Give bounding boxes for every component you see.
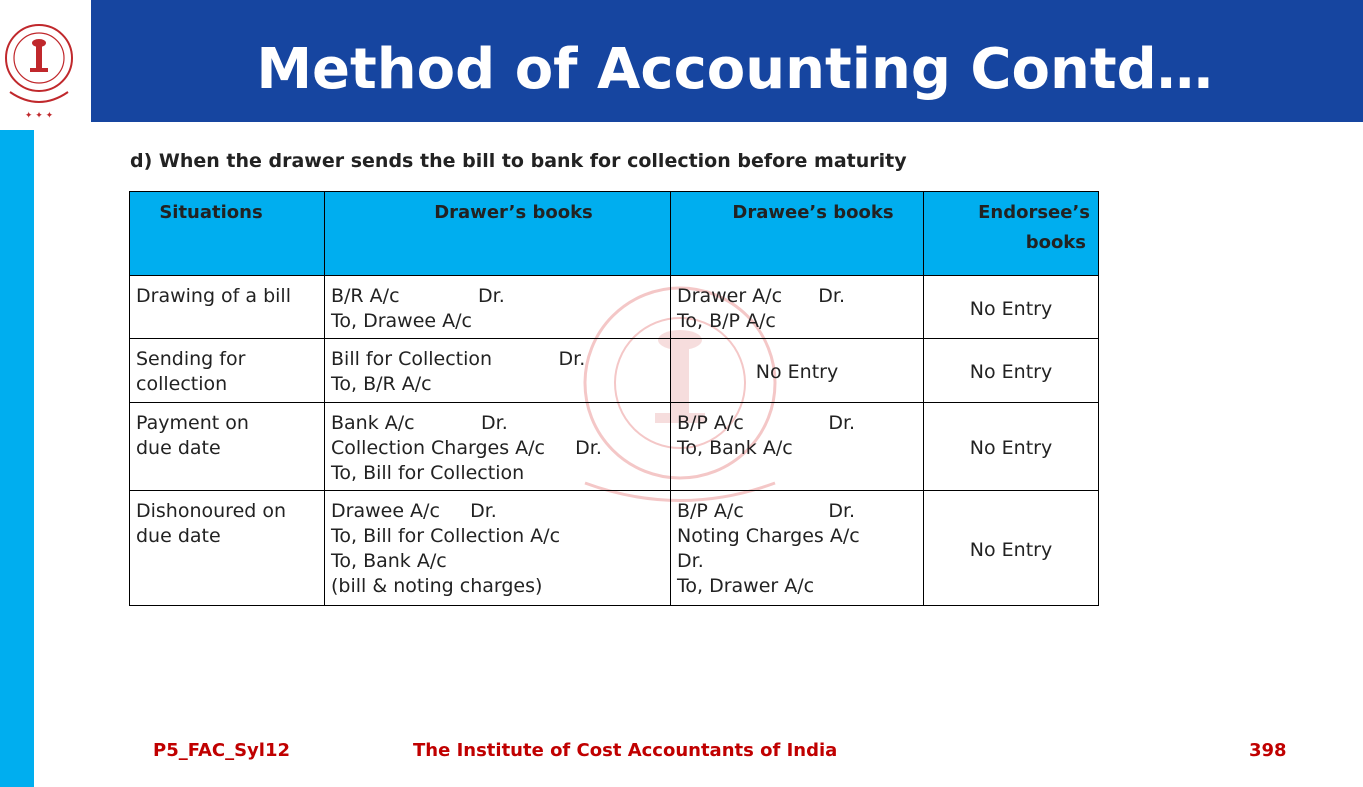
- entry-line: Bank A/c Dr.: [331, 412, 508, 434]
- endorsee-entry-cell: No Entry: [924, 276, 1099, 339]
- institute-logo-icon: [0, 0, 78, 122]
- entry-line: Noting Charges A/c: [677, 525, 860, 547]
- drawer-entry-cell: [325, 339, 671, 403]
- header-drawees-books: Drawee’s books: [671, 192, 924, 276]
- drawer-entry-cell: [325, 491, 671, 606]
- entry-line: Bill for Collection Dr.: [331, 348, 586, 370]
- endorsee-entry-cell: No Entry: [924, 339, 1099, 403]
- header-endorsee-line-2: books: [1025, 232, 1086, 253]
- situation-line: Payment on: [136, 412, 249, 434]
- entry-line: No Entry: [755, 361, 839, 383]
- situation-cell: [130, 491, 325, 606]
- entry-line: To, Bill for Collection A/c: [331, 525, 561, 547]
- situation-line: collection: [136, 373, 228, 395]
- situation-line: due date: [136, 437, 221, 459]
- table-row: [130, 403, 1099, 491]
- situation-line: Sending for: [136, 348, 246, 370]
- table-row: [130, 491, 1099, 606]
- section-subheading: d) When the drawer sends the bill to bank for collection before maturity: [130, 150, 907, 172]
- table-header-row: [130, 192, 1099, 276]
- entry-line: B/R A/c Dr.: [331, 285, 505, 307]
- entry-line: (bill & noting charges): [331, 575, 543, 597]
- endorsee-entry-cell: No Entry: [924, 403, 1099, 491]
- entry-line: To, B/R A/c: [331, 373, 432, 395]
- drawer-entry-cell: [325, 403, 671, 491]
- drawee-entry-cell: [671, 491, 924, 606]
- header-drawers-books: Drawer’s books: [325, 192, 671, 276]
- situation-line: due date: [136, 525, 221, 547]
- table-row: [130, 276, 1099, 339]
- entry-line: Drawee A/c Dr.: [331, 500, 497, 522]
- left-accent-stripe: [0, 130, 34, 787]
- header-endorsees-books: [924, 192, 1099, 276]
- drawer-entry-cell: [325, 276, 671, 339]
- entry-line: Collection Charges A/c Dr.: [331, 437, 602, 459]
- entry-line: B/P A/c Dr.: [677, 500, 856, 522]
- entry-line: To, Drawee A/c: [331, 310, 472, 332]
- entry-line: To, Bill for Collection: [331, 462, 525, 484]
- drawee-entry-cell: [671, 339, 924, 403]
- endorsee-entry-cell: No Entry: [924, 491, 1099, 606]
- accounting-entries-table: [129, 191, 1099, 606]
- entry-line: To, B/P A/c: [677, 310, 776, 332]
- footer-institute-name: The Institute of Cost Accountants of India: [413, 740, 838, 761]
- drawee-entry-cell: [671, 403, 924, 491]
- footer-course-code: P5_FAC_Syl12: [153, 740, 291, 761]
- entry-line: To, Drawer A/c: [677, 575, 815, 597]
- situation-cell: [130, 339, 325, 403]
- situation-cell: [130, 276, 325, 339]
- header-situations: Situations: [130, 192, 325, 276]
- entry-line: To, Bank A/c: [677, 437, 793, 459]
- header-endorsee-line-1: Endorsee’s: [978, 202, 1090, 223]
- entry-line: To, Bank A/c: [331, 550, 447, 572]
- table-row: [130, 339, 1099, 403]
- svg-text:✦ ✦ ✦: ✦ ✦ ✦: [24, 111, 54, 121]
- situation-cell: [130, 403, 325, 491]
- entry-line: Dr.: [677, 550, 704, 572]
- drawee-entry-cell: [671, 276, 924, 339]
- entry-line: B/P A/c Dr.: [677, 412, 856, 434]
- slide-title: Method of Accounting Contd…: [256, 37, 1213, 102]
- situation-line: Drawing of a bill: [136, 285, 291, 307]
- entry-line: Drawer A/c Dr.: [677, 285, 845, 307]
- situation-line: Dishonoured on: [136, 500, 287, 522]
- footer-page-number: 398: [1249, 740, 1287, 761]
